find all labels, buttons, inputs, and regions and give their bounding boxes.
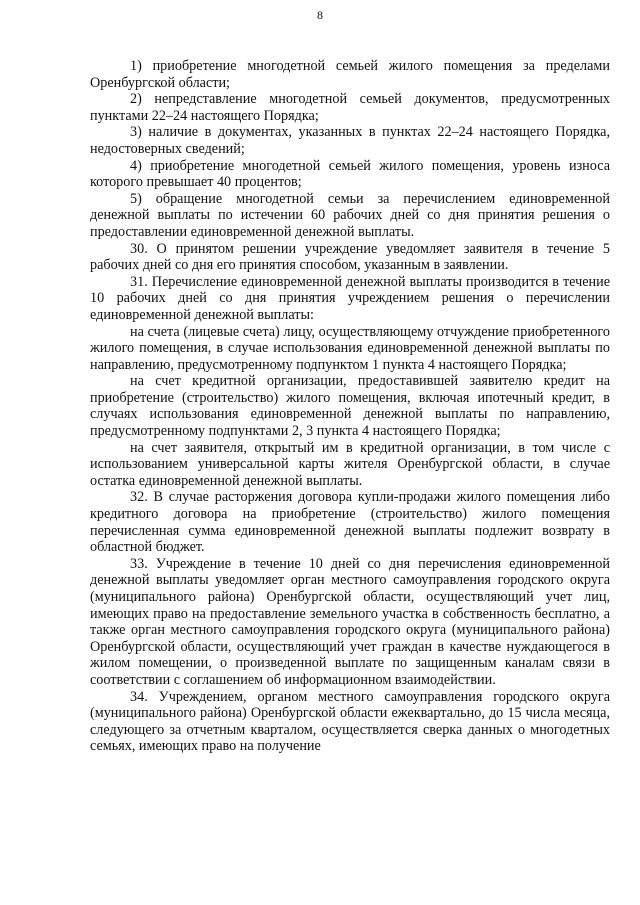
clause-3: 3) наличие в документах, указанных в пунктах 22–24 настоящего Порядка, недостоверных сведений; xyxy=(90,124,610,157)
paragraph-31-item-3: на счет заявителя, открытый им в кредитной организации, в том числе с использованием универсальной карты жителя Оренбургской области, в случае остатка единовременной денежной выплаты. xyxy=(90,439,610,489)
clause-4: 4) приобретение многодетной семьей жилого помещения, уровень износа которого превышает 40 процентов; xyxy=(90,157,610,191)
paragraph-34: 34. Учреждением, органом местного самоуправления городского округа (муниципального района) Оренбургской области ежеквартально, до 15 числа месяца, следующего за отчетным кварталом, осуществляется сверка данных о многодетных семьях, имеющих право на получение xyxy=(90,688,610,755)
page-number: 8 xyxy=(317,8,323,22)
paragraph-33: 33. Учреждение в течение 10 дней со дня перечисления единовременной денежной выплаты уведомляет орган местного самоуправления городского округа (муниципального района) Оренбургской области, осуществляющий учет лиц, имеющих право на предоставление земельного участка в собственность бесплатно, а также орган местного самоуправления городского округа (муниципального района) Оренбургской области, осуществляющий учет граждан в качестве нуждающегося в жилом помещении, о произведенной выплате по защищенным каналам связи в соответствии с соглашением об информационном взаимодействии. xyxy=(90,555,610,688)
clause-5: 5) обращение многодетной семьи за перечислением единовременной денежной выплаты по истечении 60 рабочих дней со дня принятия решения о предоставлении единовременной денежной выплаты. xyxy=(90,190,610,240)
clause-1: 1) приобретение многодетной семьей жилого помещения за пределами Оренбургской области; xyxy=(90,58,610,91)
paragraph-31-item-2: на счет кредитной организации, предоставившей заявителю кредит на приобретение (строительство) жилого помещения, включая ипотечный кредит, в случаях использования единовременной денежной выплаты по направлению, предусмотренному подпунктами 2, 3 пункта 4 настоящего Порядка; xyxy=(90,373,610,440)
paragraph-31: 31. Перечисление единовременной денежной выплаты производится в течение 10 рабочих дней со дня принятия учреждением решения о перечислении единовременной денежной выплаты: xyxy=(90,273,610,323)
paragraph-31-item-1: на счета (лицевые счета) лицу, осуществляющему отчуждение приобретенного жилого помещения, в случае использования единовременной денежной выплаты по направлению, предусмотренному подпунктом 1 пункта 4 настоящего Порядка; xyxy=(90,323,610,373)
paragraph-32: 32. В случае расторжения договора купли-продажи жилого помещения либо кредитного договора на приобретение (строительство) жилого помещения перечисленная сумма единовременной денежной выплаты подлежит возврату в областной бюджет. xyxy=(90,489,610,556)
clause-2: 2) непредставление многодетной семьей документов, предусмотренных пунктами 22–24 настоящего Порядка; xyxy=(90,91,610,124)
paragraph-30: 30. О принятом решении учреждение уведомляет заявителя в течение 5 рабочих дней со дня его принятия способом, указанным в заявлении. xyxy=(90,240,610,274)
document-body xyxy=(90,58,610,755)
